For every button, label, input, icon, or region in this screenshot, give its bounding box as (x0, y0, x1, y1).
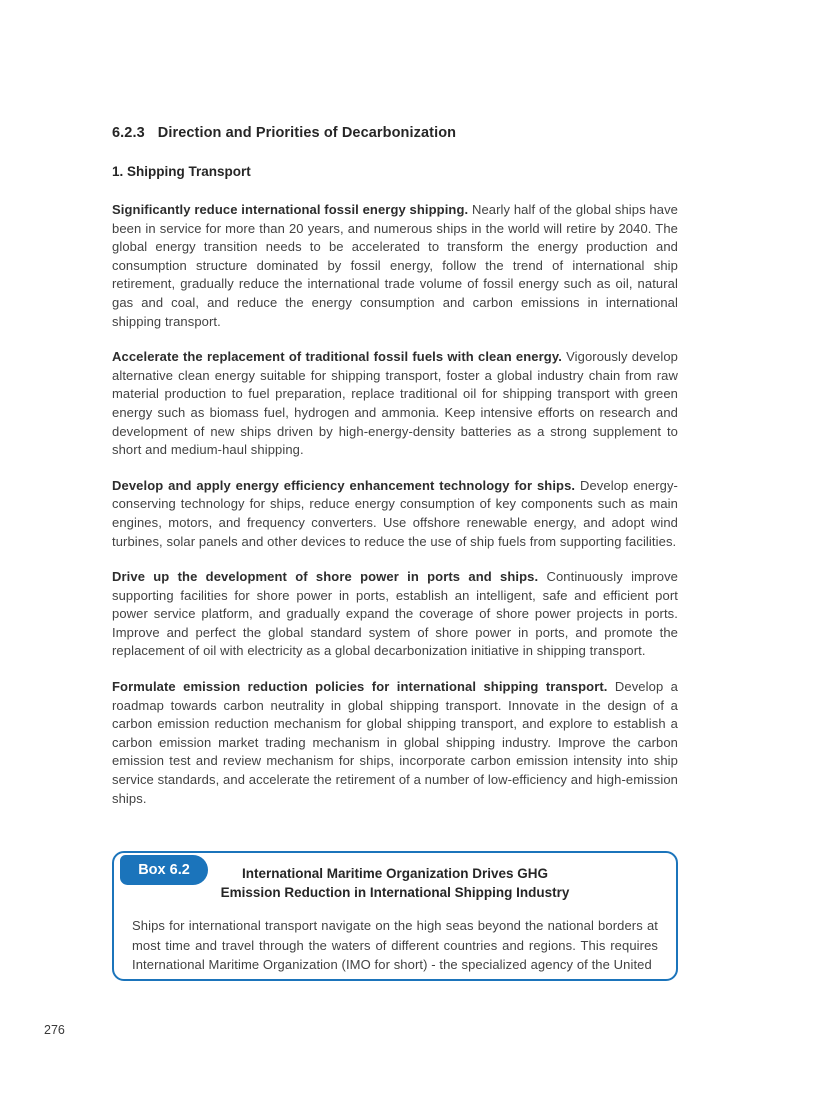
section-title: Direction and Priorities of Decarbonization (157, 125, 457, 141)
paragraph-4 (112, 568, 678, 661)
section-number: 6.2.3 (112, 125, 145, 141)
paragraph-1 (112, 201, 678, 331)
page-content (112, 125, 678, 981)
section-heading (112, 125, 678, 141)
paragraph-2-body: Vigorously develop alternative clean energy suitable for shipping transport, foster a global industry chain from raw material production to fuel preparation, replace traditional oil for shipping transport with green energy such as biomass fuel, hydrogen and ammonia. Keep intensive efforts on research and development of new ships driven by high-energy-density batteries as a strong supplement to short and medium-haul shipping. (112, 349, 678, 458)
paragraph-2-lead: Accelerate the replacement of traditional fossil fuels with clean energy. (112, 349, 562, 365)
paragraph-3-body: Develop energy-conserving technology for ships, reduce energy consumption of key components such as main engines, motors, and frequency converters. Use offshore renewable energy, and adopt wind turbines, solar panels and other devices to reduce the use of ship fuels from supporting facilities. (112, 477, 678, 549)
box-title-line-1: International Maritime Organization Drives GHG (241, 866, 549, 882)
box-title-line-2: Emission Reduction in International Shipping Industry (220, 885, 570, 901)
paragraph-5 (112, 678, 678, 808)
callout-box (112, 851, 678, 981)
paragraph-2 (112, 348, 678, 460)
paragraph-5-body: Develop a roadmap towards carbon neutrality in global shipping transport. Innovate in the design of a carbon emission reduction mechanism for global shipping transport, and explore to establish a carbon emission market trading mechanism in global shipping industry. Improve the carbon emission test and review mechanism for ships, incorporate carbon emission intensity into ship service standards, and accelerate the retirement of a number of low-efficiency and high-emission ships. (112, 679, 678, 806)
paragraph-3-lead: Develop and apply energy efficiency enhancement technology for ships. (112, 477, 576, 493)
box-body-text: Ships for international transport navigate on the high seas beyond the national borders at most time and travel through the waters of different countries and regions. This requires International Maritime Organization (IMO for short) - the specialized agency of the United (132, 918, 658, 973)
box-label-badge (120, 855, 208, 885)
subsection-heading: 1. Shipping Transport (112, 164, 251, 179)
paragraph-3 (112, 477, 678, 551)
box-label: Box 6.2 (138, 862, 190, 879)
page-number: 276 (44, 1023, 65, 1037)
paragraph-5-lead: Formulate emission reduction policies for international shipping transport. (112, 679, 608, 695)
paragraph-4-body: Continuously improve supporting facilities for shore power in ports, establish an intelligent, safe and efficient port power service platform, and gradually expand the coverage of shore power projects in ports. Improve and perfect the global standard system of shore power in ports, and promote the replacement of oil with electricity as a global decarbonization initiative in shipping transport. (112, 569, 678, 659)
paragraph-1-lead: Significantly reduce international fossil energy shipping. (112, 202, 469, 217)
paragraph-1-body: Nearly half of the global ships have been in service for more than 20 years, and numerous ships in the world will retire by 2040. The global energy transition needs to be accelerated to transform the energy production and consumption structure dominated by fossil energy, follow the trend of international ship retirement, gradually reduce the international trade volume of fossil energy such as oil, natural gas and coal, and reduce the energy consumption and carbon emissions in international shipping transport. (112, 202, 679, 329)
paragraph-4-lead: Drive up the development of shore power in ports and ships. (112, 569, 539, 585)
